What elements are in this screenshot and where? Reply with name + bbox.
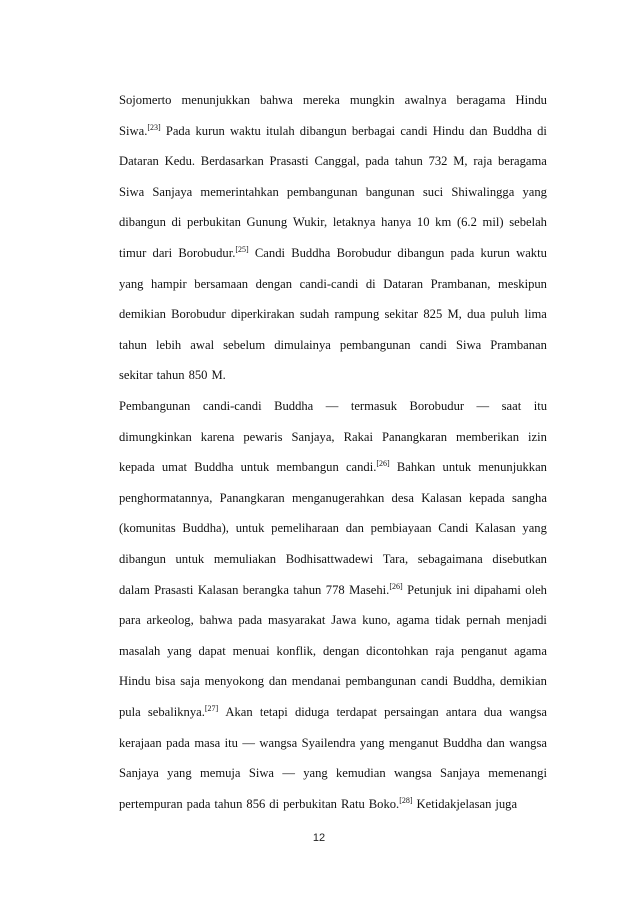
text-line: Siwa Sanjaya memerintahkan pembangunan bangunan suci Shiwalingga yang [119, 184, 547, 199]
text-line: Sanjaya yang memuja Siwa — yang kemudian wangsa Sanjaya memenangi [119, 766, 547, 781]
citation-ref[interactable]: [28] [399, 795, 413, 805]
text-line: yang hampir bersamaan dengan candi-candi di Dataran Prambanan, meskipun [119, 276, 547, 291]
citation-ref[interactable]: [26] [376, 459, 390, 469]
text-line: para arkeolog, bahwa pada masyarakat Jawa kuno, agama tidak pernah menjadi [119, 613, 547, 628]
text-line: Hindu bisa saja menyokong dan mendanai pembangunan candi Buddha, demikian [119, 674, 547, 689]
text-line: penghormatannya, Panangkaran menganugerahkan desa Kalasan kepada sangha [119, 490, 547, 505]
text-line: tahun lebih awal sebelum dimulainya pembangunan candi Siwa Prambanan [119, 337, 547, 352]
text-line: sekitar tahun 850 M. [119, 368, 226, 383]
text-line: masalah yang dapat menuai konflik, dengan dicontohkan raja penganut agama [119, 643, 547, 658]
text-line: dibangun untuk memuliakan Bodhisattwadewi Tara, sebagaimana disebutkan [119, 552, 547, 566]
text-line: demikian Borobudur diperkirakan sudah rampung sekitar 825 M, dua puluh lima [119, 307, 547, 322]
text-line: pertempuran pada tahun 856 di perbukitan Ratu Boko.[28] Ketidakjelasan juga [119, 795, 518, 811]
text-line: Sojomerto menunjukkan bahwa mereka mungkin awalnya beragama Hindu [119, 93, 547, 107]
citation-ref[interactable]: [26] [389, 581, 403, 591]
text-line: timur dari Borobudur.[25] Candi Buddha Borobudur dibangun pada kurun waktu [119, 245, 547, 260]
text-line: dimungkinkan karena pewaris Sanjaya, Rakai Panangkaran memberikan izin [119, 429, 547, 444]
text-line: Pembangunan candi-candi Buddha — termasuk Borobudur — saat itu [119, 399, 547, 413]
citation-ref[interactable]: [25] [235, 245, 249, 254]
text-line: kerajaan pada masa itu — wangsa Syailendra yang menganut Buddha dan wangsa [119, 735, 547, 750]
text-line: Siwa.[23] Pada kurun waktu itulah dibangun berbagai candi Hindu dan Buddha di [119, 122, 547, 138]
text-line: dibangun di perbukitan Gunung Wukir, letaknya hanya 10 km (6.2 mil) sebelah [119, 215, 547, 230]
citation-ref[interactable]: [27] [204, 704, 219, 713]
text-line: dalam Prasasti Kalasan berangka tahun 778 Masehi.[26] Petunjuk ini dipahami oleh [119, 581, 547, 597]
text-line: Dataran Kedu. Berdasarkan Prasasti Canggal, pada tahun 732 M, raja beragama [119, 154, 547, 169]
text-line: kepada umat Buddha untuk membangun candi.[26] Bahkan untuk menunjukkan [119, 459, 547, 475]
text-line: (komunitas Buddha), untuk pemeliharaan dan pembiayaan Candi Kalasan yang [119, 521, 547, 536]
page-number: 12 [312, 832, 326, 844]
text-line: pula sebaliknya.[27] Akan tetapi diduga terdapat persaingan antara dua wangsa [119, 704, 547, 719]
citation-ref[interactable]: [23] [147, 122, 161, 132]
